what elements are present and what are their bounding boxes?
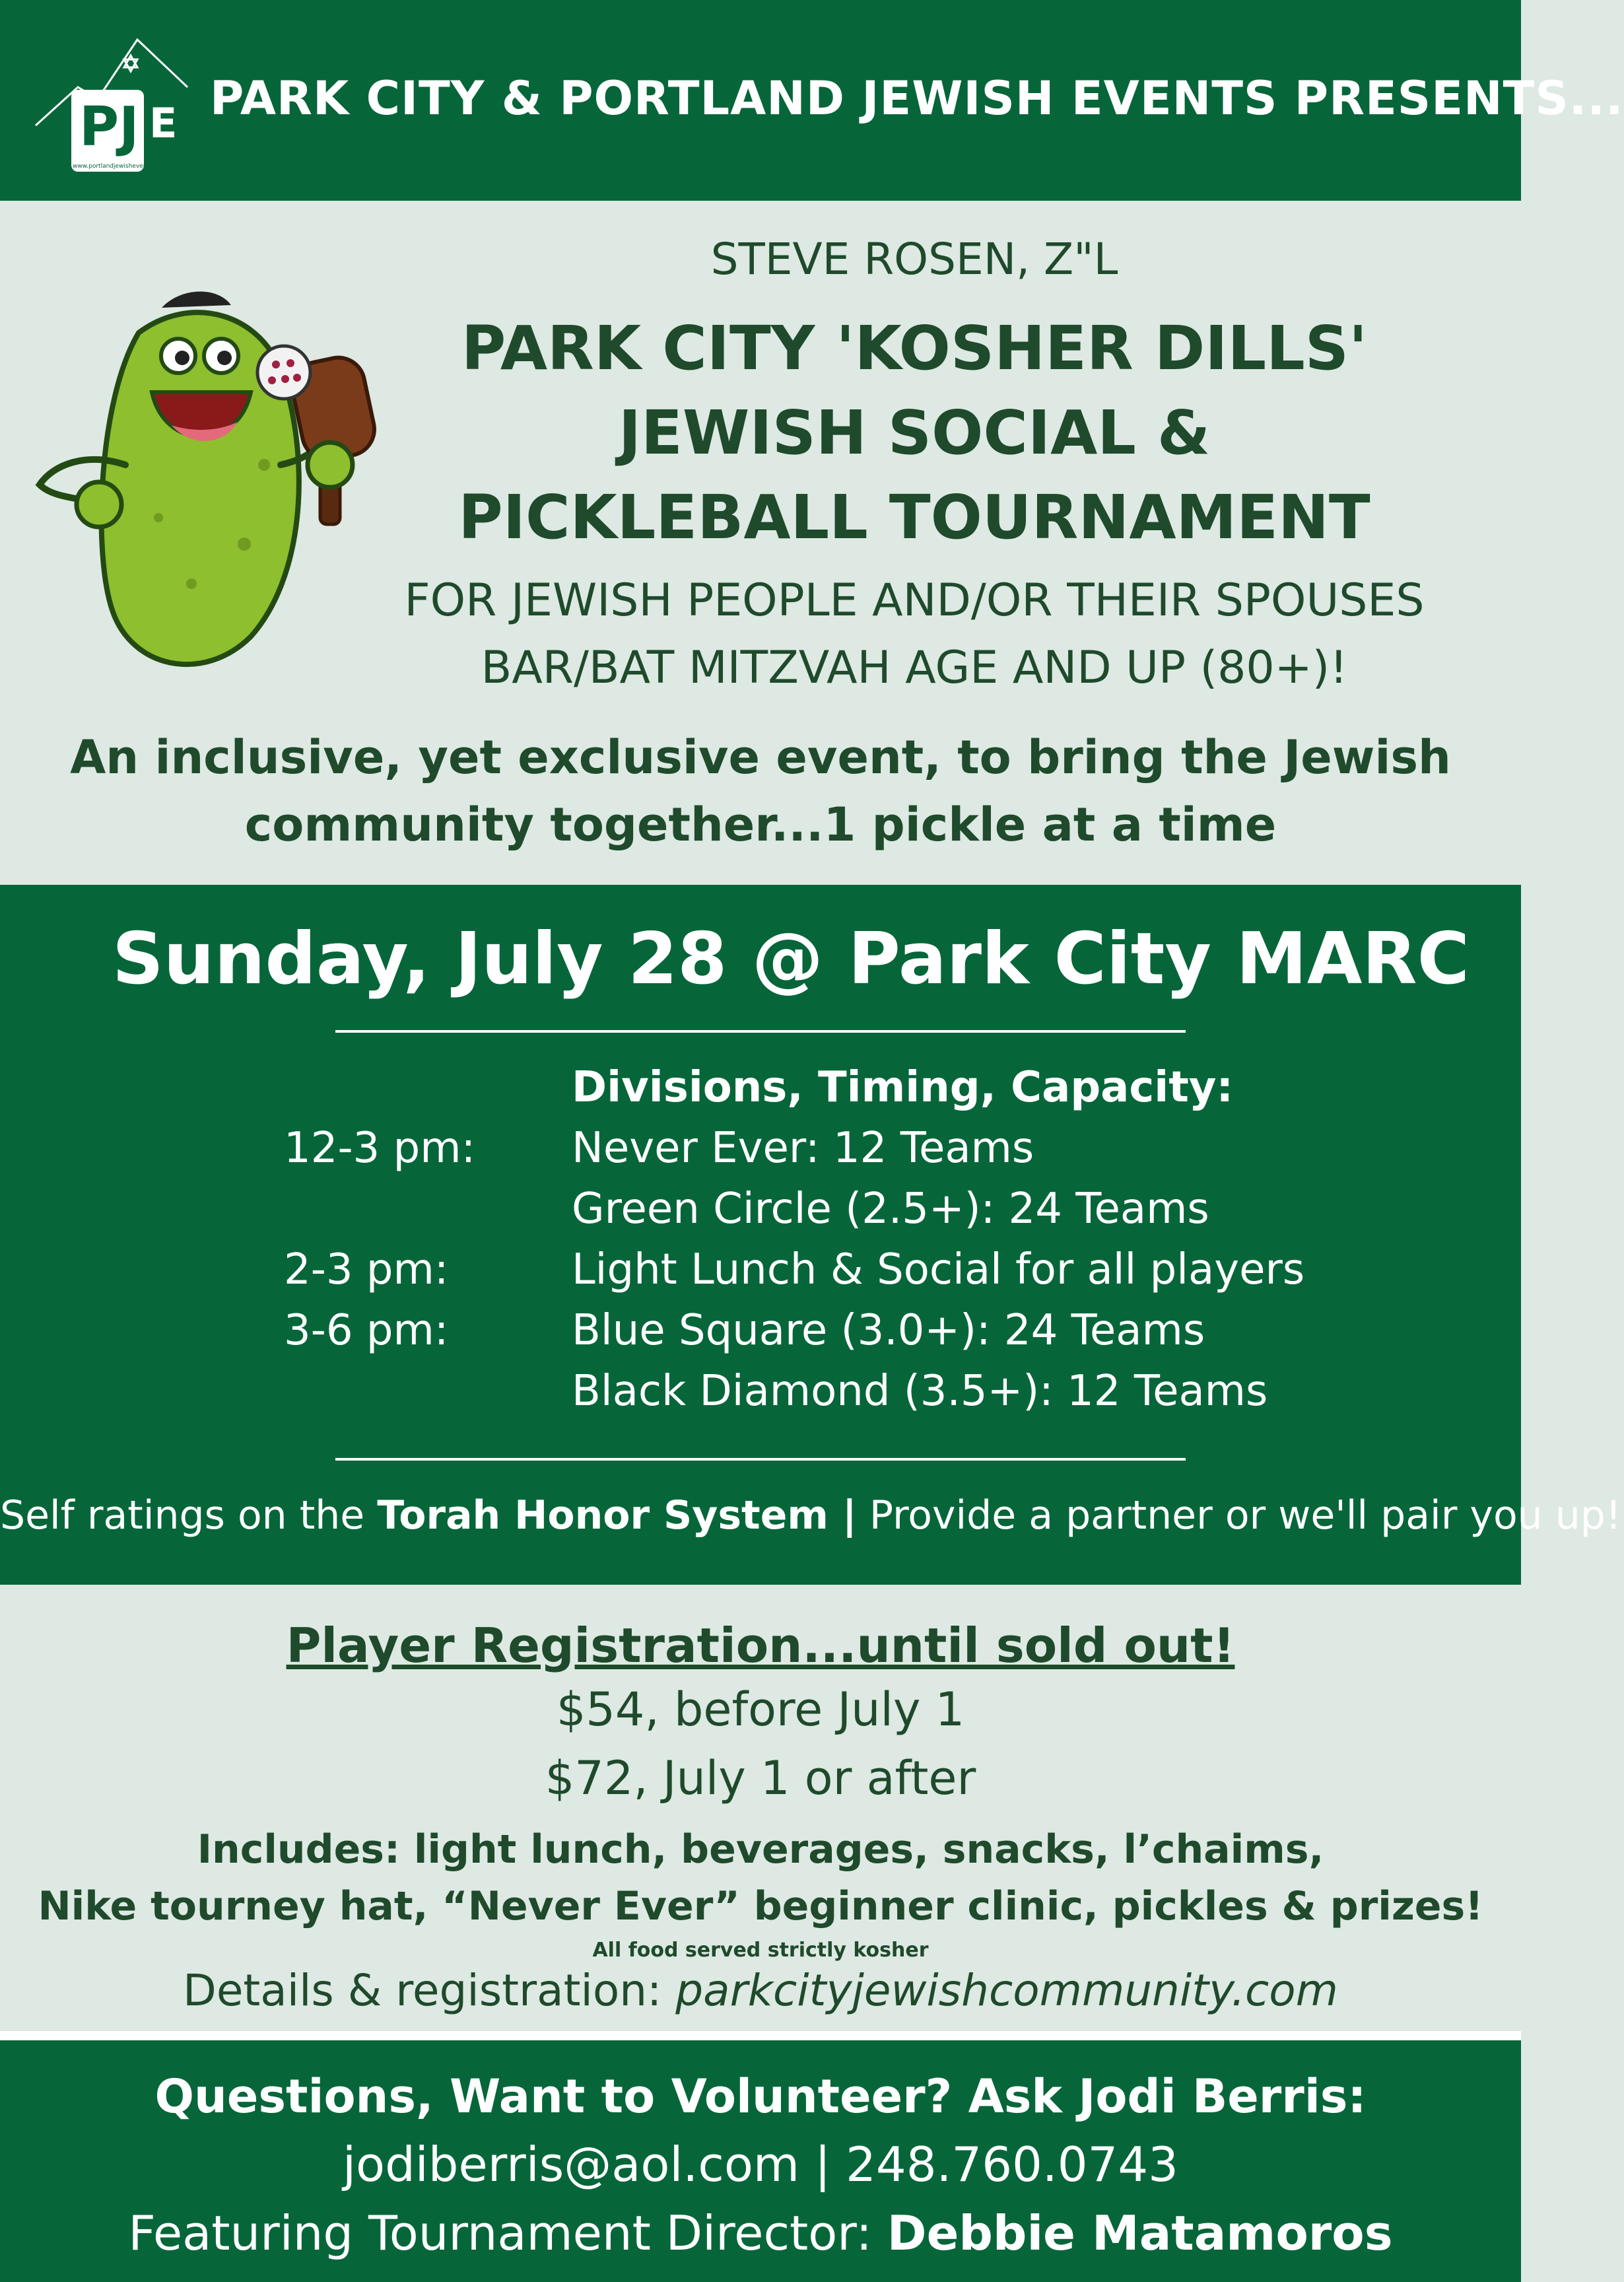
eligibility-line: FOR JEWISH PEOPLE AND/OR THEIR SPOUSES: [404, 574, 1425, 627]
note-prefix: Self ratings on the: [0, 1492, 378, 1539]
presents-heading: PARK CITY & PORTLAND JEWISH EVENTS PRESENTS...: [210, 71, 1624, 125]
divider-line: [335, 1458, 1186, 1461]
director-name: Debbie Matamoros: [887, 2205, 1393, 2261]
pickle-mascot-icon: [26, 267, 383, 676]
details-line: [0, 1965, 1521, 2016]
includes-line: Includes: light lunch, beverages, snacks, l’chaims,: [197, 1826, 1324, 1873]
eligibility-line: BAR/BAT MITZVAH AGE AND UP (80+)!: [481, 642, 1348, 694]
kosher-note: All food served strictly kosher: [592, 1939, 929, 1962]
divider-line: [335, 1030, 1186, 1033]
price-late: $72, July 1 or after: [545, 1751, 976, 1805]
intro-band: [0, 201, 1521, 885]
logo-url: www.portlandjewishevents.com: [73, 163, 167, 170]
honor-system-note: [0, 1492, 1621, 1539]
director-line: [0, 2205, 1521, 2261]
schedule-division: Light Lunch & Social for all players: [572, 1245, 1305, 1294]
schedule-division: Green Circle (2.5+): 24 Teams: [572, 1185, 1209, 1233]
pje-logo-icon: [32, 26, 190, 178]
contact-band: [0, 2040, 1521, 2282]
registration-band: [0, 1585, 1521, 2031]
memorial-line: STEVE ROSEN, Z"L: [710, 234, 1118, 285]
event-date-location: Sunday, July 28 @ Park City MARC: [112, 918, 1470, 1000]
eligibility-text: [370, 567, 1459, 702]
schedule-time: 12-3 pm:: [284, 1124, 476, 1173]
schedule-division: Never Ever: 12 Teams: [572, 1124, 1034, 1173]
white-divider: [0, 2031, 1521, 2040]
schedule-division: Black Diamond (3.5+): 12 Teams: [572, 1367, 1268, 1416]
contact-info[interactable]: jodiberris@aol.com | 248.760.0743: [343, 2137, 1178, 2192]
note-suffix: Provide a partner or we'll pair you up!: [856, 1492, 1621, 1539]
title-line: PARK CITY 'KOSHER DILLS': [461, 313, 1368, 384]
registration-heading: Player Registration...until sold out!: [286, 1618, 1235, 1673]
contact-heading: Questions, Want to Volunteer? Ask Jodi Berris:: [154, 2069, 1367, 2124]
details-label: Details & registration:: [183, 1965, 676, 2016]
schedule-time: 2-3 pm:: [284, 1245, 449, 1294]
schedule-heading: Divisions, Timing, Capacity:: [572, 1063, 1234, 1112]
includes-line: Nike tourney hat, “Never Ever” beginner clinic, pickles & prizes!: [38, 1883, 1483, 1929]
event-title: [370, 306, 1459, 560]
svg-text:E: E: [149, 99, 178, 147]
schedule-division: Blue Square (3.0+): 24 Teams: [572, 1306, 1205, 1355]
director-label: Featuring Tournament Director:: [128, 2205, 887, 2261]
tagline-line: An inclusive, yet exclusive event, to bring the Jewish: [70, 730, 1451, 784]
registration-link[interactable]: parkcityjewishcommunity.com: [675, 1965, 1338, 2016]
tagline-line: community together...1 pickle at a time: [244, 798, 1277, 852]
tagline: [0, 724, 1521, 858]
event-band: [0, 885, 1621, 1585]
schedule-time: 3-6 pm:: [284, 1306, 449, 1355]
svg-text:PJ: PJ: [79, 96, 139, 158]
header-band: [0, 0, 1624, 201]
title-line: JEWISH SOCIAL &: [618, 398, 1211, 468]
note-bold: Torah Honor System |: [377, 1492, 857, 1539]
price-early: $54, before July 1: [556, 1682, 965, 1737]
title-line: PICKLEBALL TOURNAMENT: [458, 482, 1370, 553]
